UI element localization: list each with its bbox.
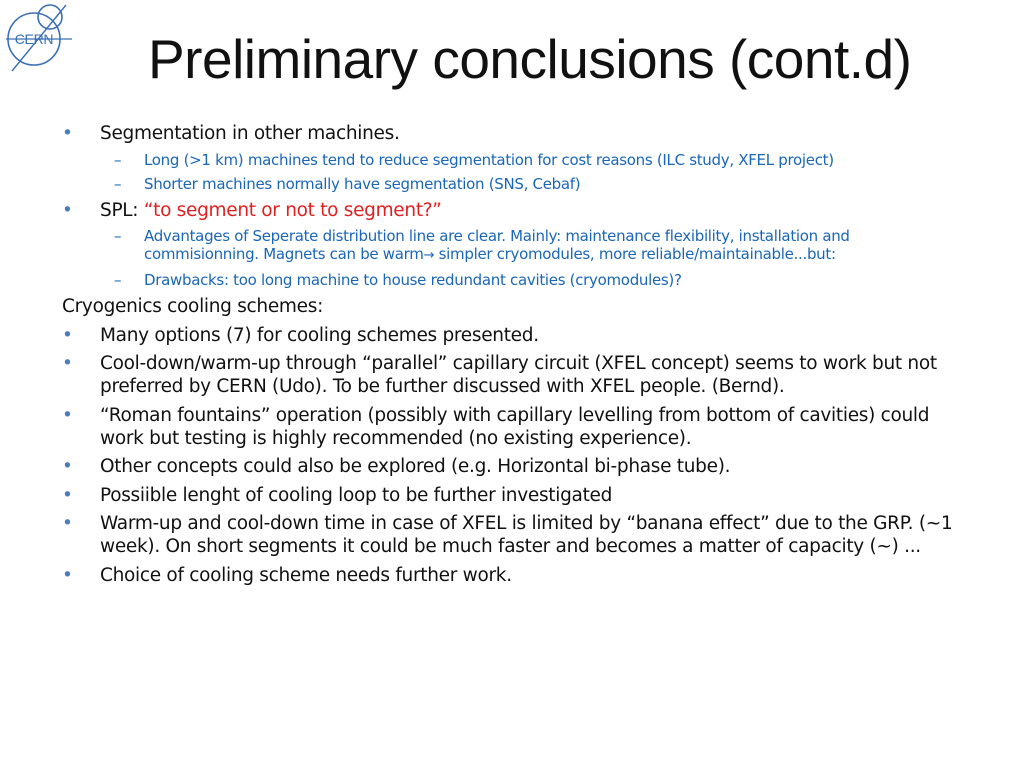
bullet-text: Other concepts could also be explored (e.g. Horizontal bi-phase tube).	[100, 456, 731, 477]
spl-quote: “to segment or not to segment?”	[143, 199, 442, 221]
bullet-glyph: •	[62, 564, 73, 586]
bullet-glyph: •	[62, 199, 73, 221]
arrow-icon: →	[423, 248, 435, 263]
bullet-warm-up-time	[62, 512, 962, 558]
sub-bullet-long-machines	[62, 151, 962, 169]
bullet-glyph: •	[62, 456, 73, 477]
dash-glyph: –	[114, 227, 122, 245]
advantages-text-cont: simpler cryomodules, more reliable/maintainable...but:	[434, 245, 836, 263]
bullet-choice-of-scheme	[62, 564, 962, 587]
bullet-roman-fountains	[62, 404, 962, 450]
bullet-glyph: •	[62, 324, 73, 346]
bullet-text: Cool-down/warm-up through “parallel” capillary circuit (XFEL concept) seems to work but not preferred by CERN (Udo). To be further discussed with XFEL people. (Bernd).	[100, 353, 937, 397]
bullet-text: Many options (7) for cooling schemes presented.	[100, 324, 539, 346]
cern-logo-text: CERN	[14, 31, 54, 47]
bullet-glyph: •	[62, 404, 73, 426]
bullet-other-concepts	[62, 455, 962, 478]
bullet-text: Choice of cooling scheme needs further work.	[100, 564, 512, 586]
dash-glyph: –	[114, 271, 122, 289]
advantages-text: Advantages of Seperate distribution line are clear. Mainly: maintenance flexibility, installation and commisionning. Magnets can be warm	[144, 227, 850, 263]
bullet-text: Segmentation in other machines.	[100, 123, 400, 144]
dash-glyph: –	[114, 150, 122, 169]
spl-prefix: SPL:	[100, 199, 144, 221]
slide-body	[62, 122, 962, 592]
sub-bullet-text: Long (>1 km) machines tend to reduce segmentation for cost reasons (ILC study, XFEL project)	[144, 150, 834, 169]
sub-bullet-drawbacks	[62, 271, 962, 289]
cryogenics-heading: Cryogenics cooling schemes:	[62, 296, 323, 317]
bullet-parallel-capillary	[62, 352, 962, 398]
bullet-glyph: •	[62, 513, 73, 534]
bullet-glyph: •	[62, 353, 73, 374]
bullet-text: Possiible lenght of cooling loop to be further investigated	[100, 484, 613, 506]
bullet-segmentation	[62, 122, 962, 145]
bullet-spl	[62, 199, 962, 222]
bullet-text: Warm-up and cool-down time in case of XFEL is limited by “banana effect” due to the GRP. (~1 week). On short segments it could be much faster and becomes a matter of capacity (~) ...	[100, 513, 953, 557]
sub-bullet-short-machines	[62, 175, 962, 193]
bullet-text: “Roman fountains” operation (possibly with capillary levelling from bottom of cavities) could work but testing is highly recommended (no existing experience).	[100, 404, 930, 449]
bullet-cooling-options	[62, 324, 962, 347]
dash-glyph: –	[114, 174, 122, 193]
cern-logo	[4, 3, 74, 73]
bullet-glyph: •	[62, 123, 73, 144]
sub-bullet-advantages	[62, 227, 962, 265]
bullet-glyph: •	[62, 484, 73, 506]
sub-bullet-text: Shorter machines normally have segmentation (SNS, Cebaf)	[144, 174, 581, 193]
drawbacks-text: Drawbacks: too long machine to house redundant cavities (cryomodules)?	[144, 271, 682, 289]
bullet-cooling-loop-length	[62, 484, 962, 507]
slide-title: Preliminary conclusions (cont.d)	[148, 28, 912, 90]
